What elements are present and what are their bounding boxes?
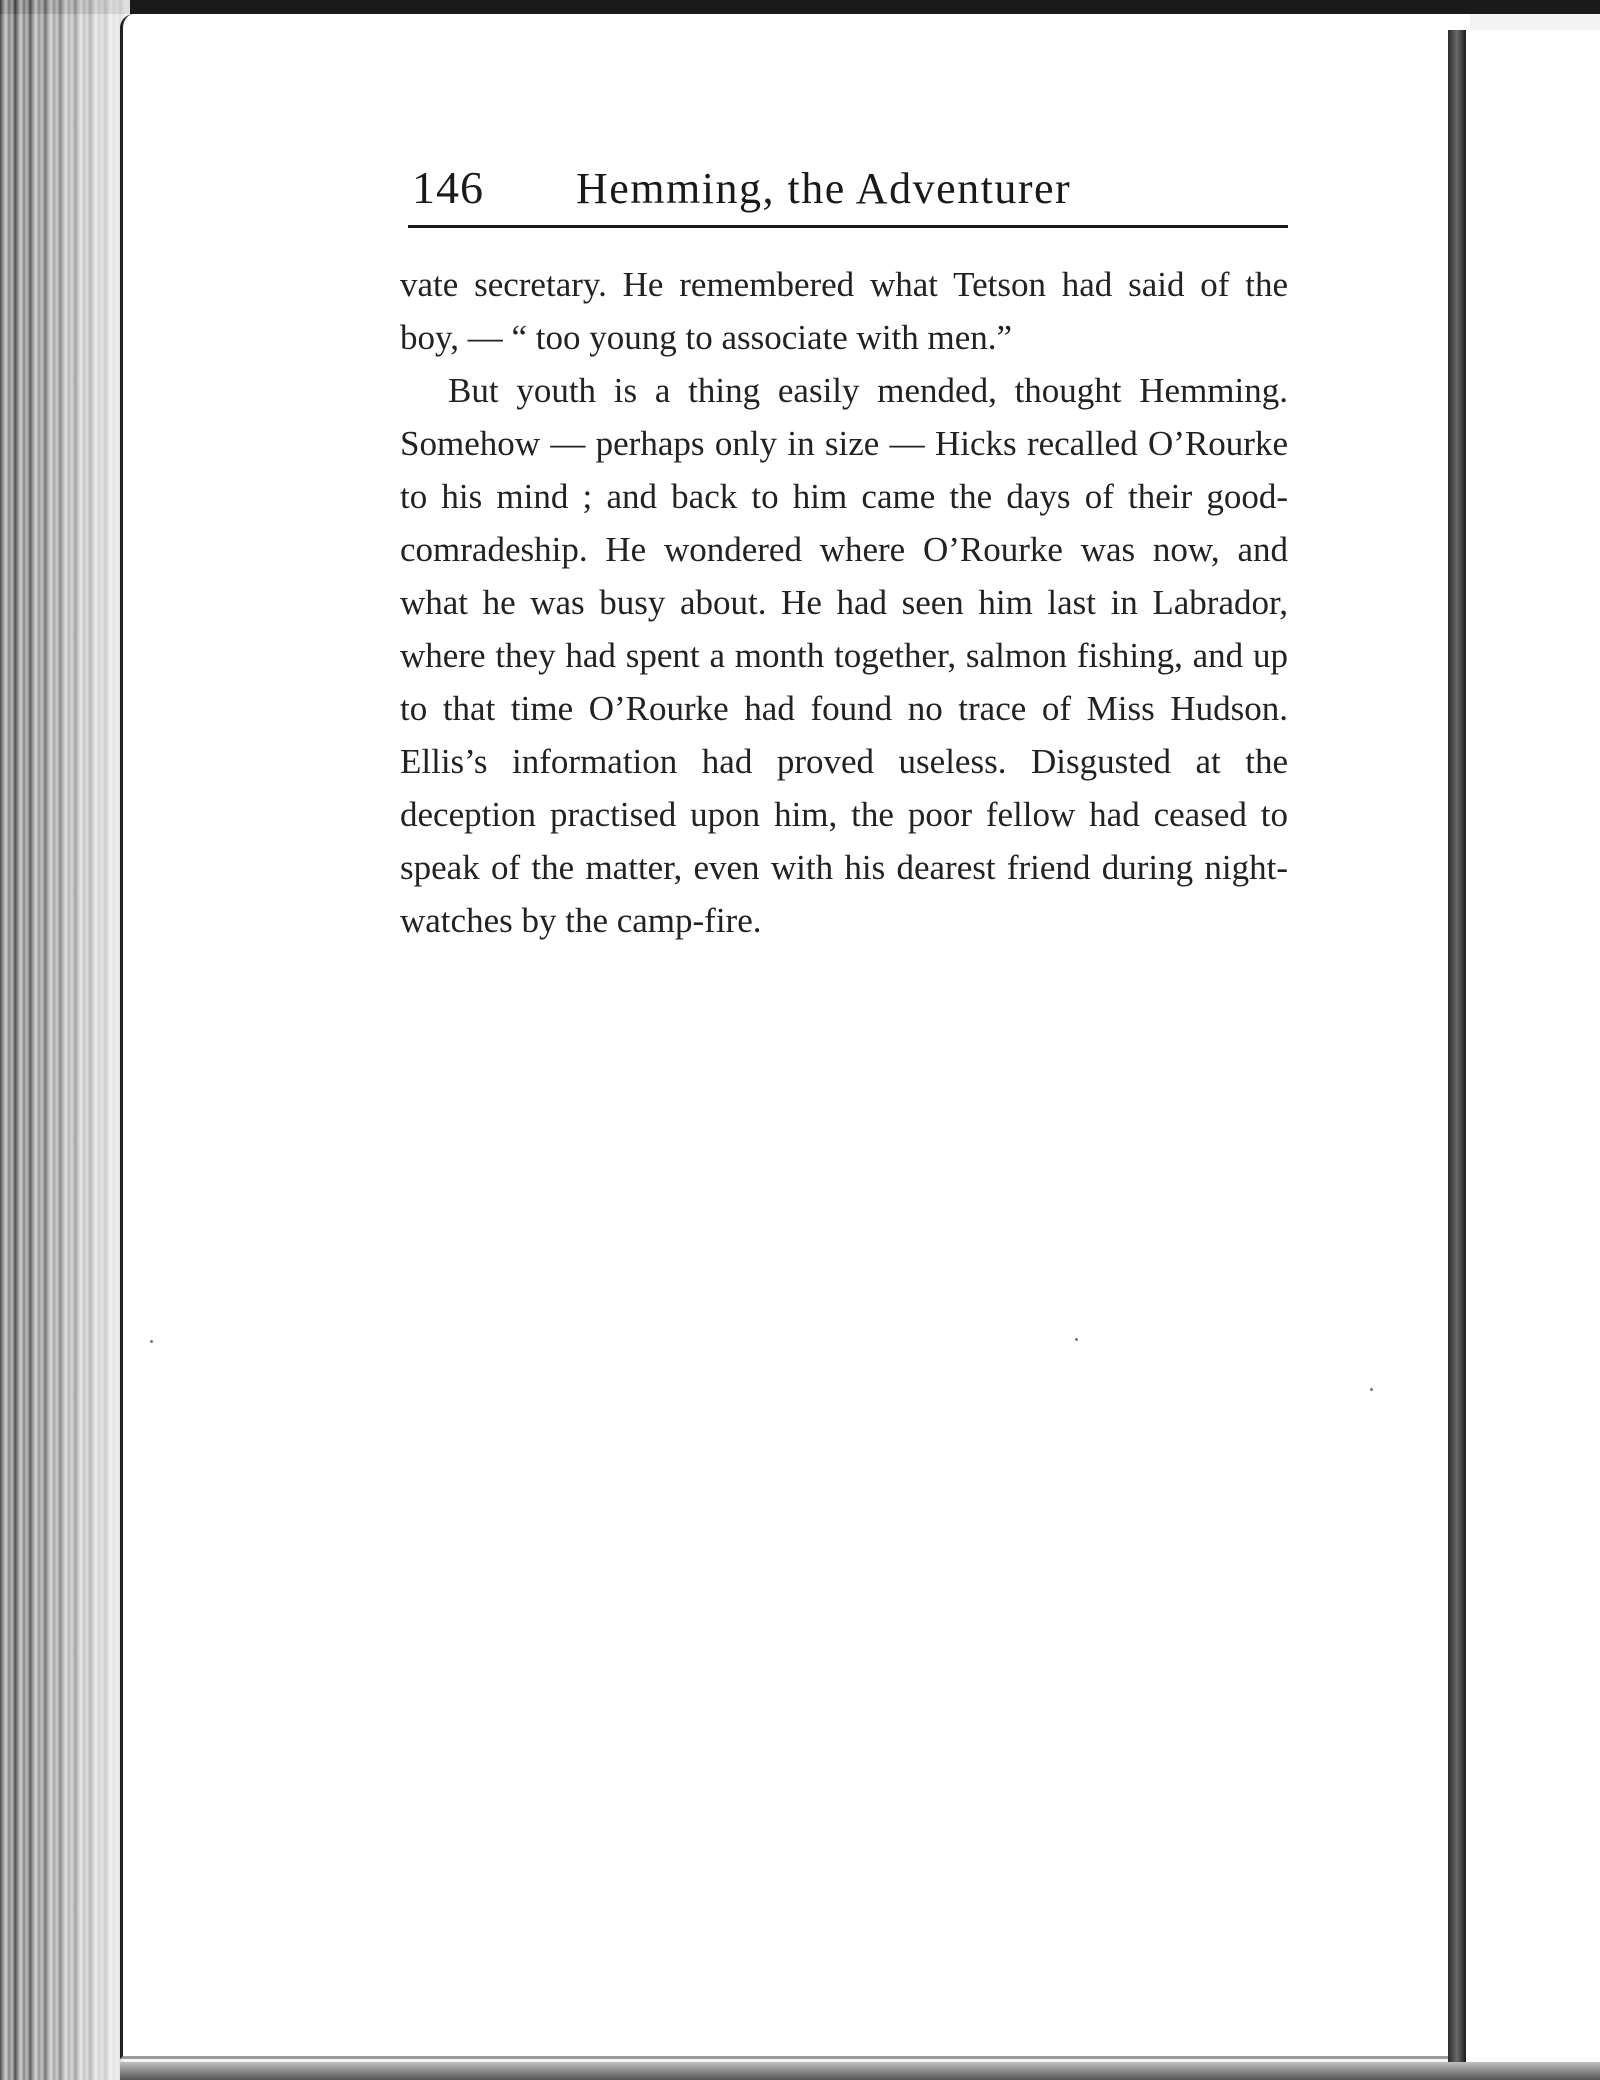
scan-bottom-border — [120, 2062, 1600, 2080]
running-title: Hemming, the Adventurer — [576, 164, 1072, 213]
page-number: 146 — [412, 162, 484, 213]
paragraph: But youth is a thing easily mended, thought Hemming. Somehow — perhaps only in size — Hicks recalled O’Rourke to his mind ; and back to him came the days of their good-comradeship. He wondered where O’Rourke was now, and what he was busy about. He had seen him last in Labrador, where they had spent a month together, salmon fishing, and up to that time O’Rourke had found no trace of Miss Hudson. Ellis’s information had proved useless. Disgusted at the deception practised upon him, the poor fellow had ceased to speak of the matter, even with his dearest friend during night-watches by the camp-fire. — [400, 371, 1288, 940]
body-text — [400, 258, 1288, 947]
scan-speck — [1370, 1388, 1373, 1391]
scan-speck — [1075, 1338, 1078, 1341]
book-page-edges — [0, 0, 130, 2080]
scan-speck — [150, 1340, 153, 1343]
adjacent-page — [1466, 30, 1600, 2073]
scan-top-border — [0, 0, 1600, 14]
book-gutter — [1448, 30, 1466, 2070]
running-head — [408, 155, 1288, 228]
paragraph-continued: vate secretary. He remembered what Tetson had said of the boy, — “ too young to associate with men.” — [400, 265, 1288, 357]
